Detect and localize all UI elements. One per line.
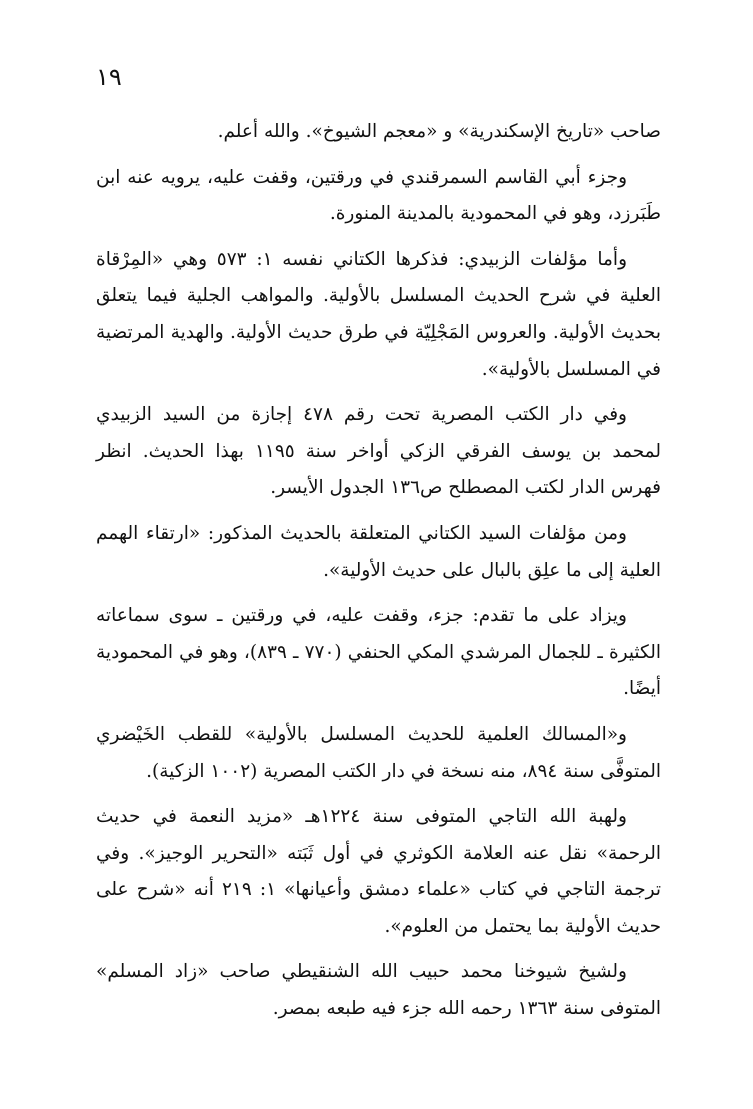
paragraph-9: ولشيخ شيوخنا محمد حبيب الله الشنقيطي صاحب «زاد المسلم» المتوفى سنة ١٣٦٣ رحمه الله جزء فيه طبعه بمصر.	[96, 961, 661, 1020]
paragraph-2: وجزء أبي القاسم السمرقندي في ورقتين، وقفت عليه، يرويه عنه ابن طَبَرزد، وهو في المحمودية بالمدينة المنورة.	[96, 166, 661, 225]
paragraph-8: ولهبة الله التاجي المتوفى سنة ١٢٢٤هـ «مزيد النعمة في حديث الرحمة» نقل عنه العلامة الكوثري في أول ثَبَته «التحرير الوجيز». وفي ترجمة التاجي في كتاب «علماء دمشق وأعيانها» ١: ٢١٩ أنه «شرح على حديث الأولية بما يحتمل من العلوم».	[96, 806, 662, 937]
paragraph-5: ومن مؤلفات السيد الكتاني المتعلقة بالحديث المذكور: «ارتقاء الهمم العلية إلى ما علِق بالبال على حديث الأولية».	[96, 522, 661, 581]
paragraph-4: وفي دار الكتب المصرية تحت رقم ٤٧٨ إجازة من السيد الزبيدي لمحمد بن يوسف الفرقي الزكي أواخر سنة ١١٩٥ بهذا الحديث. انظر فهرس الدار لكتب المصطلح ص١٣٦ الجدول الأيسر.	[96, 404, 661, 499]
body-text	[96, 114, 661, 1037]
page-number: ١٩	[96, 63, 122, 91]
paragraph-7: و«المسالك العلمية للحديث المسلسل بالأولية» للقطب الخَيْضري المتوفَّى سنة ٨٩٤، منه نسخة في دار الكتب المصرية (١٠٠٢ الزكية).	[96, 723, 661, 782]
paragraph-3: وأما مؤلفات الزبيدي: فذكرها الكتاني نفسه ١: ٥٧٣ وهي «المِرْقاة العلية في شرح الحديث المسلسل بالأولية. والمواهب الجلية فيما يتعلق بحديث الأولية. والعروس المَجْلِيّة في طرق حديث الأولية. والهدية المرتضية في المسلسل بالأولية».	[96, 248, 661, 380]
paragraph-1: صاحب «تاريخ الإسكندرية» و «معجم الشيوخ». والله أعلم.	[217, 121, 661, 142]
paragraph-6: ويزاد على ما تقدم: جزء، وقفت عليه، في ورقتين ـ سوى سماعاته الكثيرة ـ للجمال المرشدي المكي الحنفي (٧٧٠ ـ ٨٣٩)، وهو في المحمودية أيضًا.	[96, 605, 661, 700]
